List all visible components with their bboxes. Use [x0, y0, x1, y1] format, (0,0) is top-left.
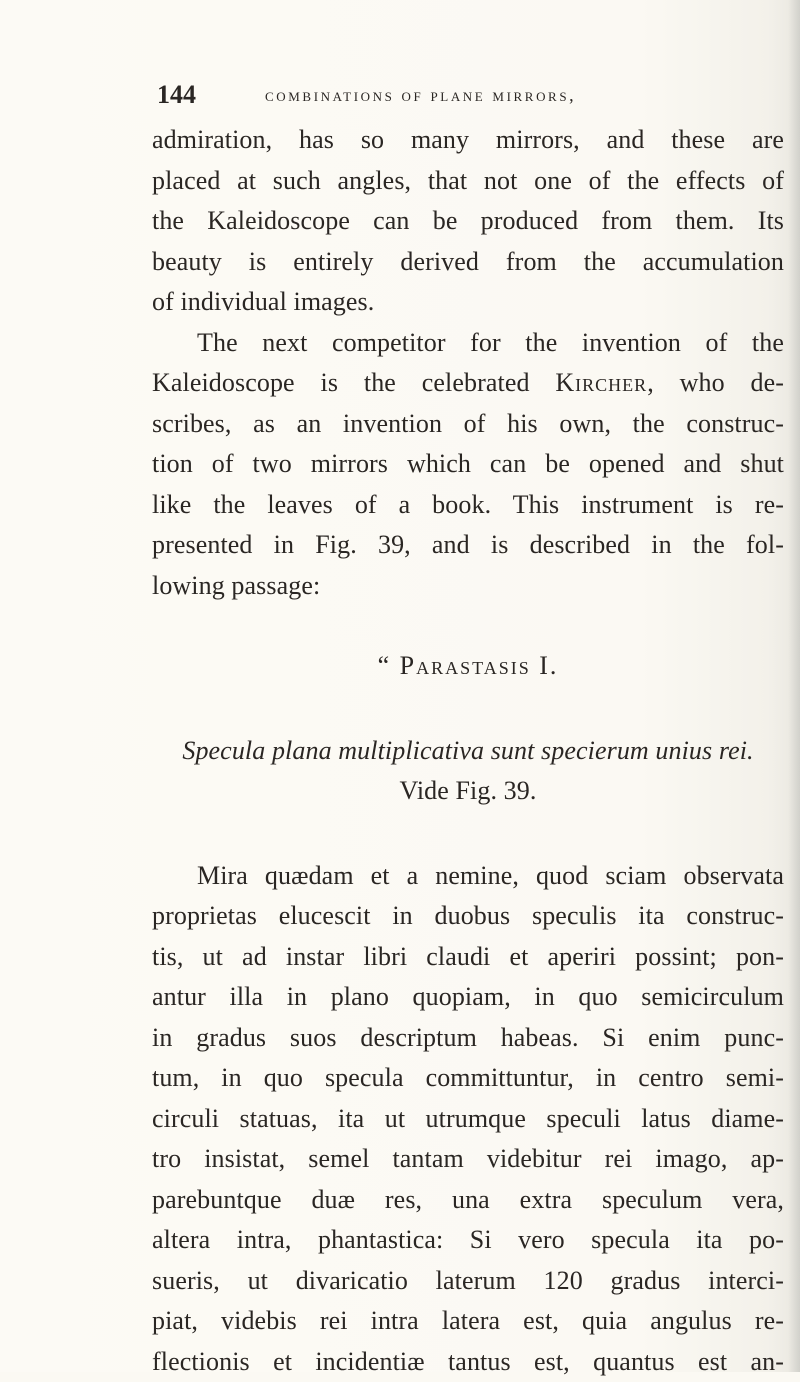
page-number: 144	[157, 80, 196, 110]
text-line: admiration, has so many mirrors, and these are	[152, 120, 784, 161]
text-line: in gradus suos descriptum habeas. Si enim punc-	[152, 1018, 784, 1059]
text-line: presented in Fig. 39, and is described in the fol-	[152, 525, 784, 566]
text-line: Mira quædam et a nemine, quod sciam observata	[152, 856, 784, 897]
quote-title: Specula plana multiplicativa sunt specierum unius rei.	[152, 731, 784, 772]
spacer	[152, 606, 784, 646]
text-line: sueris, ut divaricatio laterum 120 gradus interci-	[152, 1261, 784, 1302]
page-edge-shadow	[788, 0, 800, 1372]
spacer	[152, 812, 784, 856]
text-line: tis, ut ad instar libri claudi et aperiri possint; pon-	[152, 937, 784, 978]
spacer	[152, 687, 784, 731]
paragraph-3	[152, 856, 784, 1382]
paragraph-2	[152, 323, 784, 607]
quote-figure-reference: Vide Fig. 39.	[152, 771, 784, 812]
text-line: The next competitor for the invention of the	[152, 323, 784, 364]
text-line: parebuntque duæ res, una extra speculum vera,	[152, 1180, 784, 1221]
text-line: lowing passage:	[152, 566, 784, 607]
body-text	[152, 120, 784, 1382]
text-line: circuli statuas, ita ut utrumque speculi latus diame-	[152, 1099, 784, 1140]
text-span: Kaleidoscope is the celebrated	[152, 368, 555, 397]
quote-heading: “ Parastasis I.	[152, 646, 784, 687]
paragraph-1	[152, 120, 784, 323]
text-line: of individual images.	[152, 282, 784, 323]
text-line: placed at such angles, that not one of the effects of	[152, 161, 784, 202]
text-line: altera intra, phantastica: Si vero specula ita po-	[152, 1220, 784, 1261]
page-header	[0, 80, 800, 120]
text-line: antur illa in plano quopiam, in quo semicirculum	[152, 977, 784, 1018]
text-line: proprietas elucescit in duobus speculis ita construc-	[152, 896, 784, 937]
text-line: beauty is entirely derived from the accumulation	[152, 242, 784, 283]
text-span: , who de-	[647, 368, 784, 397]
text-line	[152, 363, 784, 404]
text-line: scribes, as an invention of his own, the construc-	[152, 404, 784, 445]
text-line: flectionis et incidentiæ tantus est, quantus est an-	[152, 1342, 784, 1382]
text-line: tro insistat, semel tantam videbitur rei imago, ap-	[152, 1139, 784, 1180]
text-line: piat, videbis rei intra latera est, quia angulus re-	[152, 1301, 784, 1342]
running-head: combinations of plane mirrors,	[265, 85, 576, 106]
text-line: tion of two mirrors which can be opened and shut	[152, 444, 784, 485]
author-name-kircher: Kircher	[555, 368, 647, 397]
text-line: the Kaleidoscope can be produced from them. Its	[152, 201, 784, 242]
text-line: like the leaves of a book. This instrument is re-	[152, 485, 784, 526]
text-line: tum, in quo specula committuntur, in centro semi-	[152, 1058, 784, 1099]
